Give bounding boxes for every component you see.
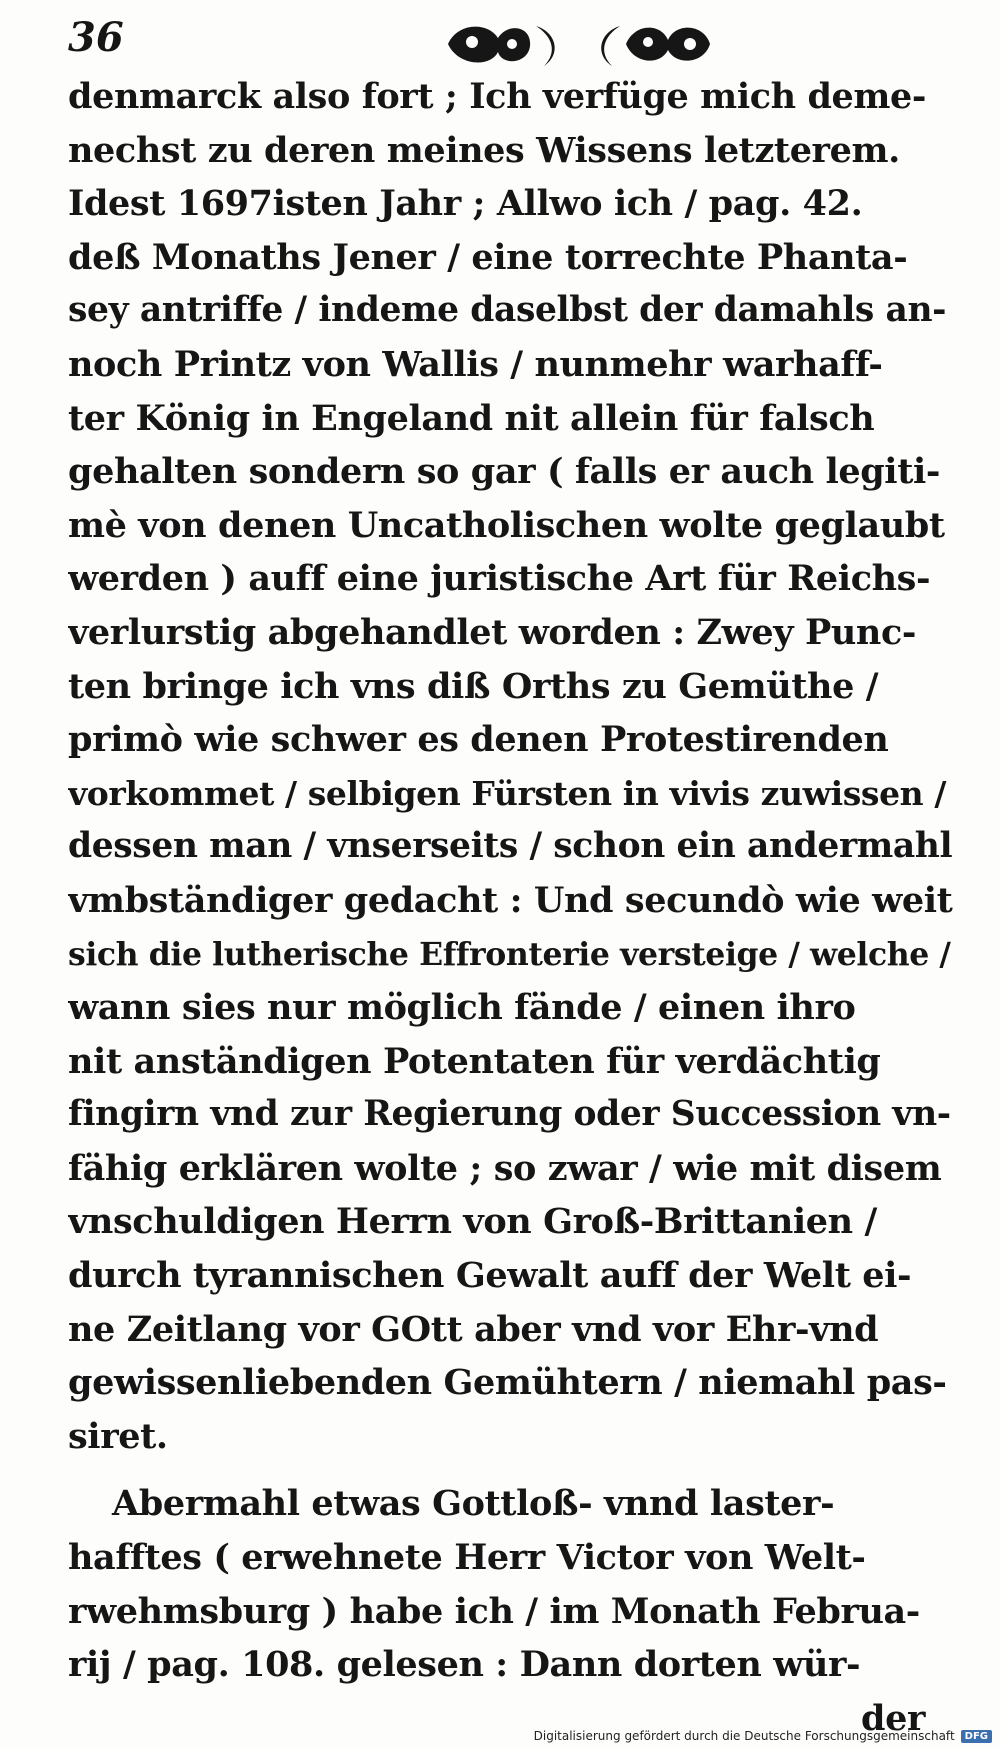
page-header [68, 14, 948, 74]
text-line: fähig erklären wolte ; so zwar / wie mit disem [68, 1147, 942, 1189]
dfg-logo: DFG [961, 1730, 992, 1743]
footer-credit: Digitalisierung gefördert durch die Deutsche Forschungsgemeinschaft [533, 1729, 955, 1743]
text-line: ne Zeitlang vor GOtt aber vnd vor Ehr-vnd [68, 1308, 879, 1350]
catchword: der [861, 1697, 925, 1739]
text-line: hafftes ( erwehnete Herr Victor von Welt- [68, 1537, 866, 1579]
text-line: gehalten sondern so gar ( falls er auch legiti- [68, 451, 940, 493]
text-line: werden ) auff eine juristische Art für Reichs- [68, 558, 931, 600]
text-line: dessen man / vnserseits / schon ein andermahl [68, 826, 953, 867]
digitization-footer [534, 1729, 992, 1743]
text-line: noch Printz von Wallis / nunmehr warhaff- [68, 343, 883, 385]
page-number: 36 [68, 14, 124, 61]
text-line: mè von denen Uncatholischen wolte geglaubt [68, 504, 945, 546]
text-line: Abermahl etwas Gottloß- vnnd laster- [112, 1483, 835, 1525]
text-line: gewissenliebenden Gemühtern / niemahl pas- [68, 1362, 947, 1404]
text-line: deß Monaths Jener / eine torrechte Phanta- [68, 236, 908, 278]
text-line: siret. [68, 1415, 168, 1457]
text-line: vorkommet / selbigen Fürsten in vivis zuwissen / [68, 773, 947, 813]
text-line: wann sies nur möglich fände / einen ihro [68, 987, 856, 1029]
text-line: ten bringe ich vns diß Orths zu Gemüthe / [68, 665, 879, 707]
text-line: fingirn vnd zur Regierung oder Succession vn- [68, 1094, 951, 1135]
text-line: ter König in Engeland nit allein für falsch [68, 397, 875, 439]
text-line: vnschuldigen Herrn von Groß-Brittanien / [68, 1201, 877, 1243]
text-line: vmbständiger gedacht : Und secundò wie weit [68, 879, 953, 921]
text-line: Idest 1697isten Jahr ; Allwo ich / pag. 42. [68, 183, 863, 225]
text-line: sey antriffe / indeme daselbst der damahls an- [68, 290, 947, 331]
text-line: sich die lutherische Effronterie versteige / welche / [68, 935, 951, 973]
printers-ornament-icon [428, 16, 728, 72]
text-line: rwehmsburg ) habe ich / im Monath Februa- [68, 1590, 920, 1632]
text-line: nechst zu deren meines Wissens letzterem. [68, 129, 900, 171]
body-text [68, 70, 953, 1745]
text-line: durch tyrannischen Gewalt auff der Welt ei- [68, 1255, 912, 1297]
text-line: verlurstig abgehandlet worden : Zwey Punc- [68, 611, 917, 653]
text-line: primò wie schwer es denen Protestirenden [68, 719, 889, 761]
text-line: denmarck also fort ; Ich verfüge mich deme- [68, 76, 927, 117]
text-line: rij / pag. 108. gelesen : Dann dorten wür- [68, 1644, 861, 1686]
text-line: nit anständigen Potentaten für verdächtig [68, 1040, 881, 1082]
